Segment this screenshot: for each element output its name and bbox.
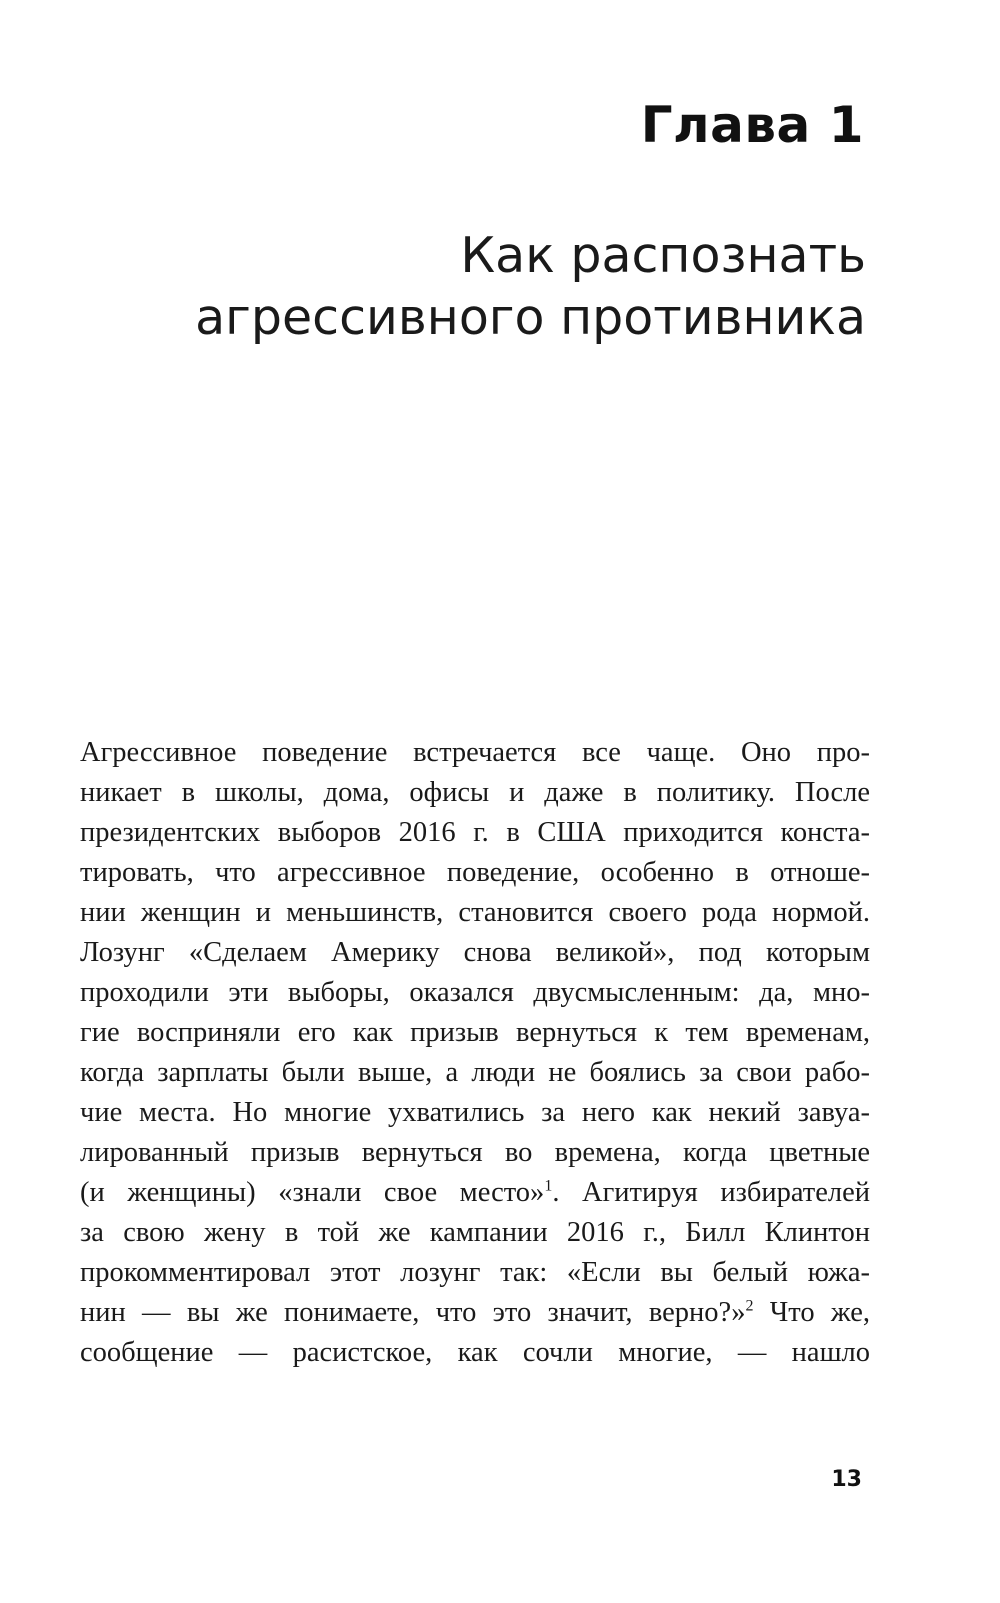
body-text-fragment: Что же, (753, 1297, 870, 1328)
body-line: когда зарплаты были выше, а люди не боялись за свои рабо- (80, 1057, 870, 1088)
body-line: проходили эти выборы, оказался двусмысленным: да, мно- (80, 977, 870, 1008)
body-line: за свою жену в той же кампании 2016 г., Билл Клинтон (80, 1217, 870, 1248)
body-line: нии женщин и меньшинств, становится своего рода нормой. (80, 897, 870, 928)
chapter-title (66, 225, 866, 349)
body-text-fragment: (и женщины) «знали свое место» (80, 1177, 545, 1208)
body-line: чие места. Но многие ухватились за него как некий завуа- (80, 1097, 870, 1128)
chapter-title-line-1: Как распознать (460, 227, 866, 284)
body-line: сообщение — расистское, как сочли многие, — нашло (80, 1337, 870, 1368)
body-line: Лозунг «Сделаем Америку снова великой», под которым (80, 937, 870, 968)
body-line: никает в школы, дома, офисы и даже в политику. После (80, 777, 870, 808)
body-line: лированный призыв вернуться во времена, когда цветные (80, 1137, 870, 1168)
chapter-label: Глава 1 (640, 96, 864, 154)
body-line: гие восприняли его как призыв вернуться к тем временам, (80, 1017, 870, 1048)
body-line: тировать, что агрессивное поведение, особенно в отноше- (80, 857, 870, 888)
body-text-fragment: . Агитируя избирателей (552, 1177, 871, 1208)
body-line (80, 1293, 870, 1333)
footnote-ref-1[interactable]: 1 (544, 1177, 553, 1195)
footnote-ref-2[interactable]: 2 (745, 1297, 754, 1315)
body-line (80, 1173, 870, 1213)
body-line: прокомментировал этот лозунг так: «Если вы белый южа- (80, 1257, 870, 1288)
chapter-title-line-2: агрессивного противника (195, 289, 866, 346)
page-number: 13 (831, 1467, 862, 1492)
body-text-fragment: нин — вы же понимаете, что это значит, верно?» (80, 1297, 746, 1328)
body-paragraph (80, 733, 870, 1373)
body-line: президентских выборов 2016 г. в США приходится конста- (80, 817, 870, 848)
body-line: Агрессивное поведение встречается все чаще. Оно про- (80, 737, 870, 768)
